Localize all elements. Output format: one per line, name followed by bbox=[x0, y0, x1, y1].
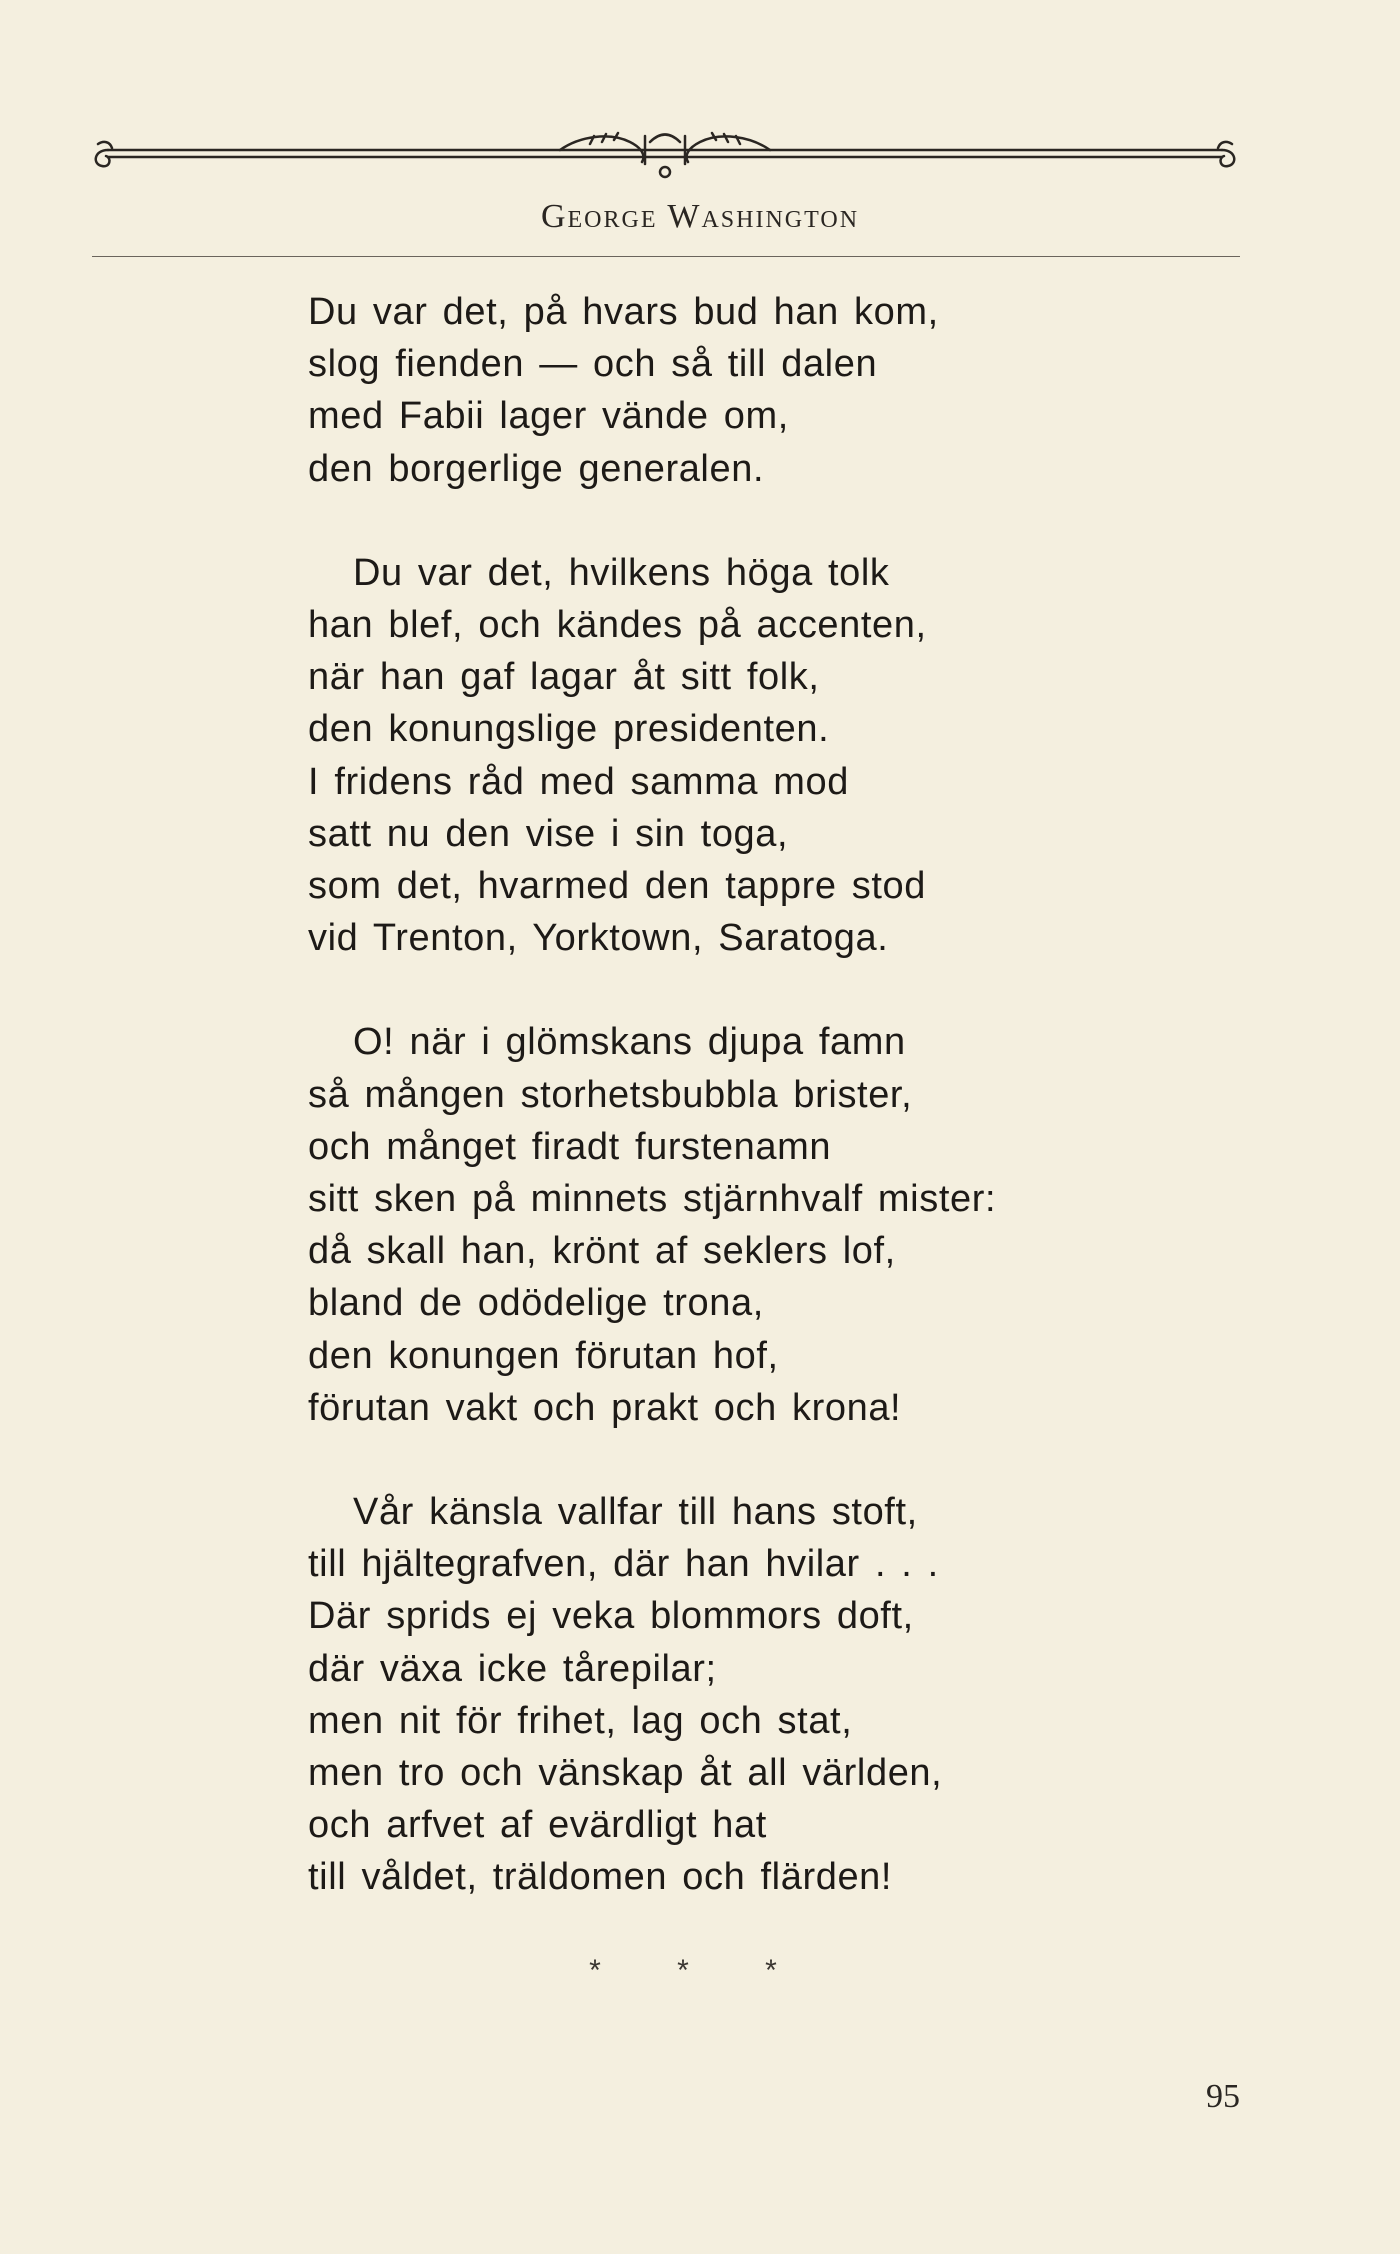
poem-line: vid Trenton, Yorktown, Saratoga. bbox=[308, 917, 889, 960]
poem-line: O! när i glömskans djupa famn bbox=[353, 1021, 906, 1064]
poem-line: till hjältegrafven, där han hvilar . . . bbox=[308, 1543, 939, 1586]
poem-line: sitt sken på minnets stjärnhvalf mister: bbox=[308, 1178, 997, 1221]
page-number: 95 bbox=[1206, 2078, 1240, 2115]
poem-line: Vår känsla vallfar till hans stoft, bbox=[353, 1491, 918, 1534]
poem-line: satt nu den vise i sin toga, bbox=[308, 812, 789, 855]
poem-line: den borgerlige generalen. bbox=[308, 447, 765, 490]
stanza-5 bbox=[308, 1486, 1108, 1904]
poem-line: Du var det, på hvars bud han kom, bbox=[308, 291, 939, 333]
section-separator: * * * bbox=[589, 1954, 811, 1987]
poem-line: med Fabii lager vände om, bbox=[308, 395, 789, 438]
poem-line: Där sprids ej veka blommors doft, bbox=[308, 1595, 914, 1638]
poem-line: bland de odödelige trona, bbox=[308, 1282, 764, 1325]
poem-line: och arfvet af evärdligt hat bbox=[308, 1804, 767, 1847]
stanza-1 bbox=[308, 286, 1108, 495]
running-header-title: George Washington bbox=[540, 198, 860, 235]
poem-line: så mången storhetsbubbla brister, bbox=[308, 1073, 913, 1116]
poem-line: han blef, och kändes på accenten, bbox=[308, 604, 927, 647]
poem-line: som det, hvarmed den tappre stod bbox=[308, 865, 926, 908]
poem-line: där växa icke tårepilar; bbox=[308, 1647, 717, 1690]
poem-line: I fridens råd med samma mod bbox=[308, 760, 849, 803]
stanza-4 bbox=[308, 1016, 1108, 1434]
poem-line: slog fienden — och så till dalen bbox=[308, 343, 878, 386]
poem-line: Du var det, hvilkens höga tolk bbox=[353, 551, 890, 594]
stanza-2 bbox=[308, 547, 1108, 756]
poem-line: och månget firadt furstenamn bbox=[308, 1125, 832, 1168]
poem-line: till våldet, träldomen och flärden! bbox=[308, 1856, 893, 1899]
poem-line: men tro och vänskap åt all världen, bbox=[308, 1752, 943, 1795]
poem-line: den konungen förutan hof, bbox=[308, 1334, 779, 1377]
poem bbox=[308, 286, 1108, 1904]
poem-line: den konungslige presidenten. bbox=[308, 708, 830, 751]
stanza-3 bbox=[308, 756, 1108, 965]
poem-line: men nit för frihet, lag och stat, bbox=[308, 1699, 853, 1742]
poem-line: då skall han, krönt af seklers lof, bbox=[308, 1230, 896, 1273]
header-ornament bbox=[90, 128, 1240, 188]
poem-line: förutan vakt och prakt och krona! bbox=[308, 1386, 902, 1429]
poem-line: när han gaf lagar åt sitt folk, bbox=[308, 656, 820, 699]
header-divider bbox=[92, 256, 1240, 257]
